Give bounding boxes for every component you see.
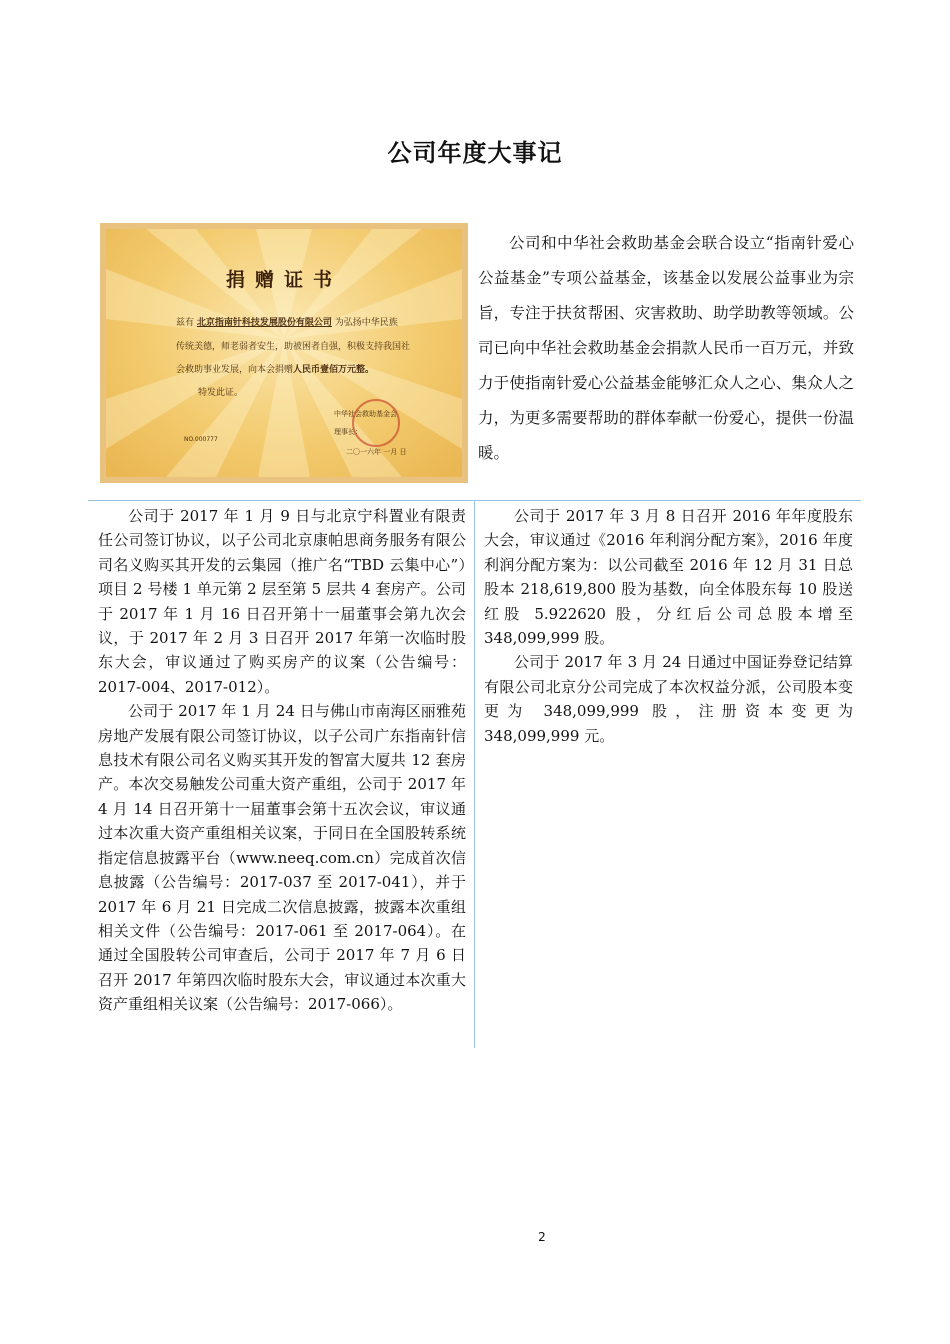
certificate-amount: 人民币壹佰万元整。 [293, 365, 375, 375]
certificate-donor: 北京指南针科技发展股份有限公司 [196, 318, 332, 328]
certificate-line1-suffix: 为弘扬中华民族 [334, 318, 398, 328]
certificate-line-2: 传统美德，师老弱者安生，助被困者自强，积极支持我国社 [176, 342, 411, 352]
certificate-title: 捐赠证书 [225, 269, 342, 291]
certificate-line1-prefix: 兹有 [176, 318, 195, 328]
certificate-line-1 [176, 315, 398, 328]
certificate-line-4: 特发此证。 [198, 388, 244, 398]
certificate-line-3 [176, 362, 374, 375]
certificate-date: 二〇一六年 一月 日 [346, 448, 407, 456]
red-seal-stamp [352, 399, 400, 447]
certificate-number: NO.000777 [184, 436, 218, 443]
certificate-line3-prefix: 会救助事业发展，向本会捐赠 [176, 365, 294, 375]
charity-fund-intro: 公司和中华社会救助基金会联合设立“指南针爱心公益基金”专项公益基金，该基金以发展公益事业为宗旨，专注于扶贫帮困、灾害救助、助学助教等领域。公司已向中华社会救助基金会捐款人民币一百万元，并致力于使指南针爱心公益基金能够汇众人之心、集众人之力，为更多需要帮助的群体奉献一份爱心，提供一份温暖。 [478, 234, 854, 462]
left-column [98, 504, 466, 1017]
page-number: 2 [538, 1230, 546, 1244]
section-divider-vertical [474, 500, 475, 1048]
event-paragraph: 公司于 2017 年 3 月 24 日通过中国证券登记结算有限公司北京分公司完成了本次权益分派，公司股本变更为 348,099,999 股，注册资本变更为 348,099,999 元。 [484, 653, 853, 745]
certificate-organization: 中华社会救助基金会 [334, 410, 397, 418]
event-paragraph: 公司于 2017 年 1 月 9 日与北京宁科置业有限责任公司签订协议，以子公司北京康帕思商务服务有限公司名义购买其开发的云集园（推广名“TBD 云集中心”）项目 2 号楼 1 单元第 2 层至第 5 层共 4 套房产。公司于 2017 年 1 月 16 日召开第十一届董事会第九次会议，于 2017 年 2 月 3 日召开 2017 年第一次临时股东大会，审议通过了购买房产的议案（公告编号：2017-004、2017-012）。 [98, 507, 466, 696]
event-paragraph: 公司于 2017 年 3 月 8 日召开 2016 年年度股东大会，审议通过《2016 年利润分配方案》，2016 年度利润分配方案为：以公司截至 2016 年 12 月 31 日总股本 218,619,800 股为基数，向全体股东每 10 股送红股 5.922620 股，分红后公司总股本增至 348,099,999 股。 [484, 507, 853, 648]
certificate-signature-label: 理事长： [334, 428, 362, 436]
donation-certificate-photo [100, 223, 468, 483]
page-title: 公司年度大事记 [387, 139, 563, 167]
right-column [484, 504, 853, 748]
event-paragraph: 公司于 2017 年 1 月 24 日与佛山市南海区丽雅苑房地产发展有限公司签订协议，以子公司广东指南针信息技术有限公司名义购买其开发的智富大厦共 12 套房产。本次交易触发公司重大资产重组，公司于 2017 年 4 月 14 日召开第十一届董事会第十五次会议，审议通过本次重大资产重组相关议案，于同日在全国股转系统指定信息披露平台（www.neeq.com.cn）完成首次信息披露（公告编号：2017-037 至 2017-041），并于 2017 年 6 月 21 日完成二次信息披露，披露本次重组相关文件（公告编号：2017-061 至 2017-064）。在通过全国股转公司审查后，公司于 2017 年 7 月 6 日召开 2017 年第四次临时股东大会，审议通过本次重大资产重组相关议案（公告编号：2017-066）。 [98, 702, 466, 1014]
